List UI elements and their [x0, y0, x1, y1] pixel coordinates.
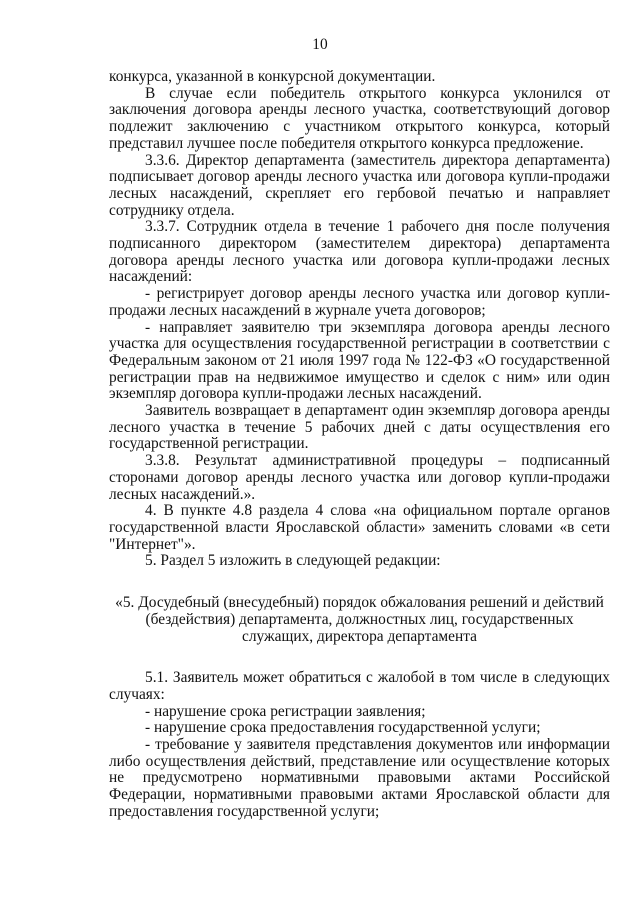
list-item-register: - регистрирует договор аренды лесного участка или договор купли-продажи лесных насаждений в журнале учета договоров;: [109, 285, 610, 319]
paragraph-applicant-returns: Заявитель возвращает в департамент один экземпляр договора аренды лесного участка в течение 5 рабочих дней с даты осуществления его государственной регистрации.: [109, 402, 610, 453]
page-number: 10: [312, 36, 328, 53]
list-item-send-copies: - направляет заявителю три экземпляра договора аренды лесного участка для осуществления государственной регистрации в соответствии с Федеральным законом от 21 июля 1997 года № 122-ФЗ «О государственной регистрации прав на недвижимое имущество и сделок с ним» или один экземпляр договора купли-продажи лесных насаждений.: [109, 318, 610, 403]
paragraph-5-1: 5.1. Заявитель может обратиться с жалобой в том числе в следующих случаях:: [109, 669, 610, 703]
section-heading: «5. Досудебный (внесудебный) порядок обжалования решений и действий (бездействия) департамента, должностных лиц, государственных служащих, директора департамента: [115, 594, 604, 645]
paragraph-3-3-6: 3.3.6. Директор департамента (заместитель директора департамента) подписывает договор аренды лесного участка или договора купли-продажи лесных насаждений, скрепляет его гербовой печатью и направляет сотруднику отдела.: [109, 151, 610, 219]
document-body: [109, 69, 610, 821]
paragraph-3-3-7: 3.3.7. Сотрудник отдела в течение 1 рабочего дня после получения подписанного директором (заместителем директора) департамента договора аренды лесного участка или договора купли-продажи лесных насаждений:: [109, 218, 610, 286]
list-item-service-deadline: - нарушение срока предоставления государственной услуги;: [145, 719, 541, 737]
paragraph-continuation: конкурса, указанной в конкурсной документации.: [109, 68, 436, 85]
paragraph-3-3-8: 3.3.8. Результат административной процедуры – подписанный сторонами договор аренды лесного участка или договор купли-продажи лесных насаждений.».: [109, 452, 610, 503]
paragraph-item-5: 5. Раздел 5 изложить в следующей редакции:: [145, 552, 441, 570]
list-item-registration-deadline: - нарушение срока регистрации заявления;: [145, 702, 426, 720]
list-item-documents-requirement: - требование у заявителя представления документов или информации либо осуществления действий, представление или осуществление которых не предусмотрено нормативными правовыми актами Российской Федерации, нормативными правовыми актами Ярославской области для предоставления государственной услуги;: [109, 736, 610, 820]
paragraph-winner-evasion: В случае если победитель открытого конкурса уклонился от заключения договора аренды лесного участка, соответствующий договор подлежит заключению с участником открытого конкурса, который представил лучшее после победителя открытого конкурса предложение.: [109, 84, 610, 152]
paragraph-item-4: 4. В пункте 4.8 раздела 4 слова «на официальном портале органов государственной власти Ярославской области» заменить словами «в сети "Интернет"».: [109, 502, 610, 553]
